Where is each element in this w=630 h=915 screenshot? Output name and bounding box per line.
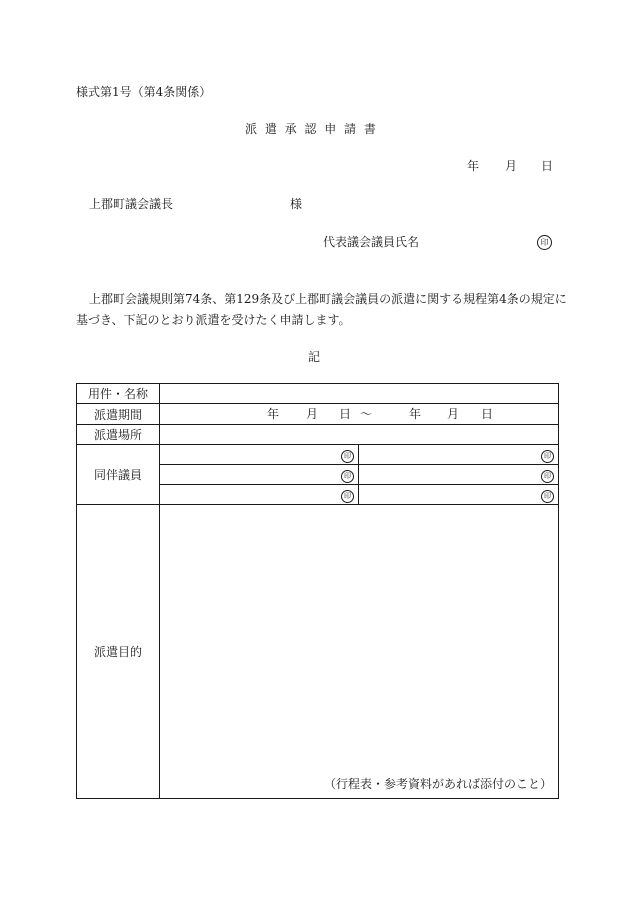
seal-icon: 印: [541, 470, 554, 483]
period-tilde: 〜: [360, 407, 373, 421]
applicant-label: 代表議会議員氏名: [323, 235, 420, 249]
companion-field[interactable]: [160, 445, 359, 465]
row-period: [77, 404, 559, 425]
companion-field[interactable]: [359, 485, 559, 505]
addressee-name: 上郡町議会議長: [89, 197, 174, 211]
application-table: [76, 383, 559, 799]
period-end-year: 年: [409, 407, 422, 421]
date-month: 月: [505, 159, 518, 173]
date-day: 日: [541, 159, 554, 173]
purpose-field[interactable]: [160, 505, 559, 799]
period-start-day: 日: [339, 407, 352, 421]
row-place: [77, 425, 559, 445]
row-purpose: [77, 505, 559, 799]
seal-icon: 印: [341, 450, 354, 463]
companion-field[interactable]: [160, 465, 359, 485]
seal-icon: 印: [537, 235, 552, 250]
label-business: 用件・名称: [77, 384, 160, 404]
companion-field[interactable]: [359, 465, 559, 485]
document-title: 派 遣 承 認 申 請 書: [245, 122, 378, 136]
seal-icon: 印: [541, 490, 554, 503]
body-line-2: 基づき、下記のとおり派遣を受けたく申請します。: [76, 313, 351, 327]
ki-heading: 記: [308, 350, 321, 364]
seal-icon: 印: [541, 450, 554, 463]
label-period: 派遣期間: [77, 404, 160, 425]
body-line-1: 上郡町会議規則第74条、第129条及び上郡町議会議員の派遣に関する規程第4条の規定に: [89, 292, 567, 306]
period-end-month: 月: [447, 407, 460, 421]
business-field[interactable]: [160, 384, 559, 404]
purpose-note: （行程表・参考資料があれば添付のこと）: [323, 777, 552, 791]
row-companion-1: [77, 445, 559, 465]
date-year: 年: [467, 159, 480, 173]
label-place: 派遣場所: [77, 425, 160, 445]
period-field[interactable]: [160, 404, 559, 425]
form-number: 様式第1号（第4条関係）: [76, 85, 212, 99]
companion-field[interactable]: [359, 445, 559, 465]
label-purpose: 派遣目的: [77, 505, 160, 799]
period-start-month: 月: [306, 407, 319, 421]
period-end-day: 日: [481, 407, 494, 421]
seal-icon: 印: [341, 470, 354, 483]
period-start-year: 年: [267, 407, 280, 421]
companion-field[interactable]: [160, 485, 359, 505]
place-field[interactable]: [160, 425, 559, 445]
seal-icon: 印: [341, 490, 354, 503]
label-companions: 同伴議員: [77, 445, 160, 505]
addressee-honorific: 様: [290, 197, 303, 211]
row-business: [77, 384, 559, 404]
